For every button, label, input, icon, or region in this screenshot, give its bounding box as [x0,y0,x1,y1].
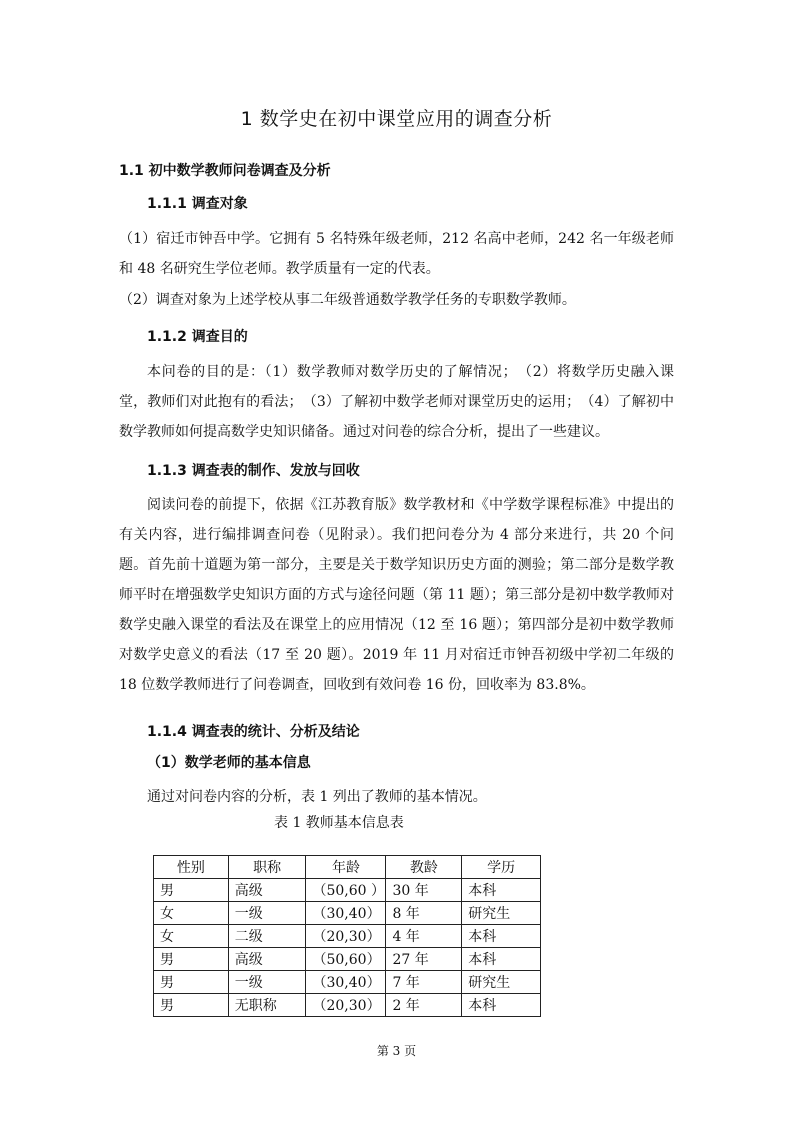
table-cell: 2 年 [386,994,462,1017]
paragraph-survey-subject-2: （2）调查对象为上述学校从事二年级普通数学教学任务的专职数学教师。 [119,292,576,308]
table-cell: 本科 [462,879,541,902]
section-heading: 1.1 初中数学教师问卷调查及分析 [119,163,331,179]
table-cell: （20,30） [306,994,386,1017]
table-cell: 研究生 [462,902,541,925]
table-cell: 本科 [462,948,541,971]
table-row [154,925,541,948]
header-teaching-years: 教龄 [386,856,462,879]
subsection-heading-1-1-2: 1.1.2 调查目的 [147,329,248,345]
table-cell: 男 [154,994,229,1017]
table-cell: 高级 [228,948,306,971]
table-cell: 一级 [228,902,306,925]
paragraph-survey-purpose: 本问卷的目的是：（1）数学教师对数学历史的了解情况； （2）将数学历史融入课堂，教师们对此抱有的看法； （3）了解初中数学老师对课堂历史的运用； （4）了解初中数学教师如何提高数学史知识储备。通过对问卷的综合分析，提出了一些建议。 [119,364,674,440]
table-cell: （30,40） [306,971,386,994]
table-cell: （50,60） [306,948,386,971]
paragraph-survey-production: 阅读问卷的前提下，依据《江苏教育版》数学教材和《中学数学课程标准》中提出的有关内容，进行编排调查问卷（见附录）。我们把问卷分为 4 部分来进行，共 20 个问题。首先前十道题为第一部分，主要是关于数学知识历史方面的测验；第二部分是数学教师平时在增强数学史知识方面的方式与途径问题（第 11 题）；第三部分是初中数学教师对数学史融入课堂的看法及在课堂上的应用情况（12 至 16 题）；第四部分是初中数学教师对数学史意义的看法（17 至 20 题）。2019 年 11 月对宿迁市钟吾初级中学初二年级的 18 位数学教师进行了问卷调查，回收到有效问卷 16 份，回收率为 83.8%。 [119,497,674,693]
table-cell: 30 年 [386,879,462,902]
paragraph-table-intro: 通过对问卷内容的分析，表 1 列出了教师的基本情况。 [147,789,487,805]
table-cell: 4 年 [386,925,462,948]
table-cell: 女 [154,902,229,925]
table-row [154,902,541,925]
table-cell: 研究生 [462,971,541,994]
table-cell: 二级 [228,925,306,948]
header-gender: 性别 [154,856,229,879]
header-title: 职称 [228,856,306,879]
subsection-heading-1-1-4: 1.1.4 调查表的统计、分析及结论 [147,724,360,740]
header-education: 学历 [462,856,541,879]
table-header-row [154,856,541,879]
header-age: 年龄 [306,856,386,879]
subsection-heading-1-1-3: 1.1.3 调查表的制作、发放与回收 [147,463,360,479]
table-row [154,879,541,902]
page-number: 第 3 页 [376,1044,417,1058]
table-cell: 一级 [228,971,306,994]
paragraph-survey-subject-1: （1）宿迁市钟吾中学。它拥有 5 名特殊年级老师，212 名高中老师，242 名一年级老师和 48 名研究生学位老师。教学质量有一定的代表。 [119,231,674,277]
table-cell: 男 [154,879,229,902]
teacher-info-table [153,855,541,1017]
table-cell: （50,60 ） [306,879,386,902]
table-row [154,994,541,1017]
table-cell: 7 年 [386,971,462,994]
table-cell: 本科 [462,925,541,948]
table-row [154,948,541,971]
page-title: 1 数学史在初中课堂应用的调查分析 [240,108,553,130]
table-cell: 本科 [462,994,541,1017]
table-caption: 表 1 教师基本信息表 [274,815,404,831]
table-cell: 8 年 [386,902,462,925]
table-cell: 男 [154,971,229,994]
table-cell: （30,40） [306,902,386,925]
table-row [154,971,541,994]
subsubsection-heading-basic-info: （1）数学老师的基本信息 [147,755,311,771]
subsection-heading-1-1-1: 1.1.1 调查对象 [147,196,248,212]
table-cell: 27 年 [386,948,462,971]
table-cell: 男 [154,948,229,971]
table-cell: 女 [154,925,229,948]
table-cell: 无职称 [228,994,306,1017]
table-cell: 高级 [228,879,306,902]
table-cell: （20,30） [306,925,386,948]
